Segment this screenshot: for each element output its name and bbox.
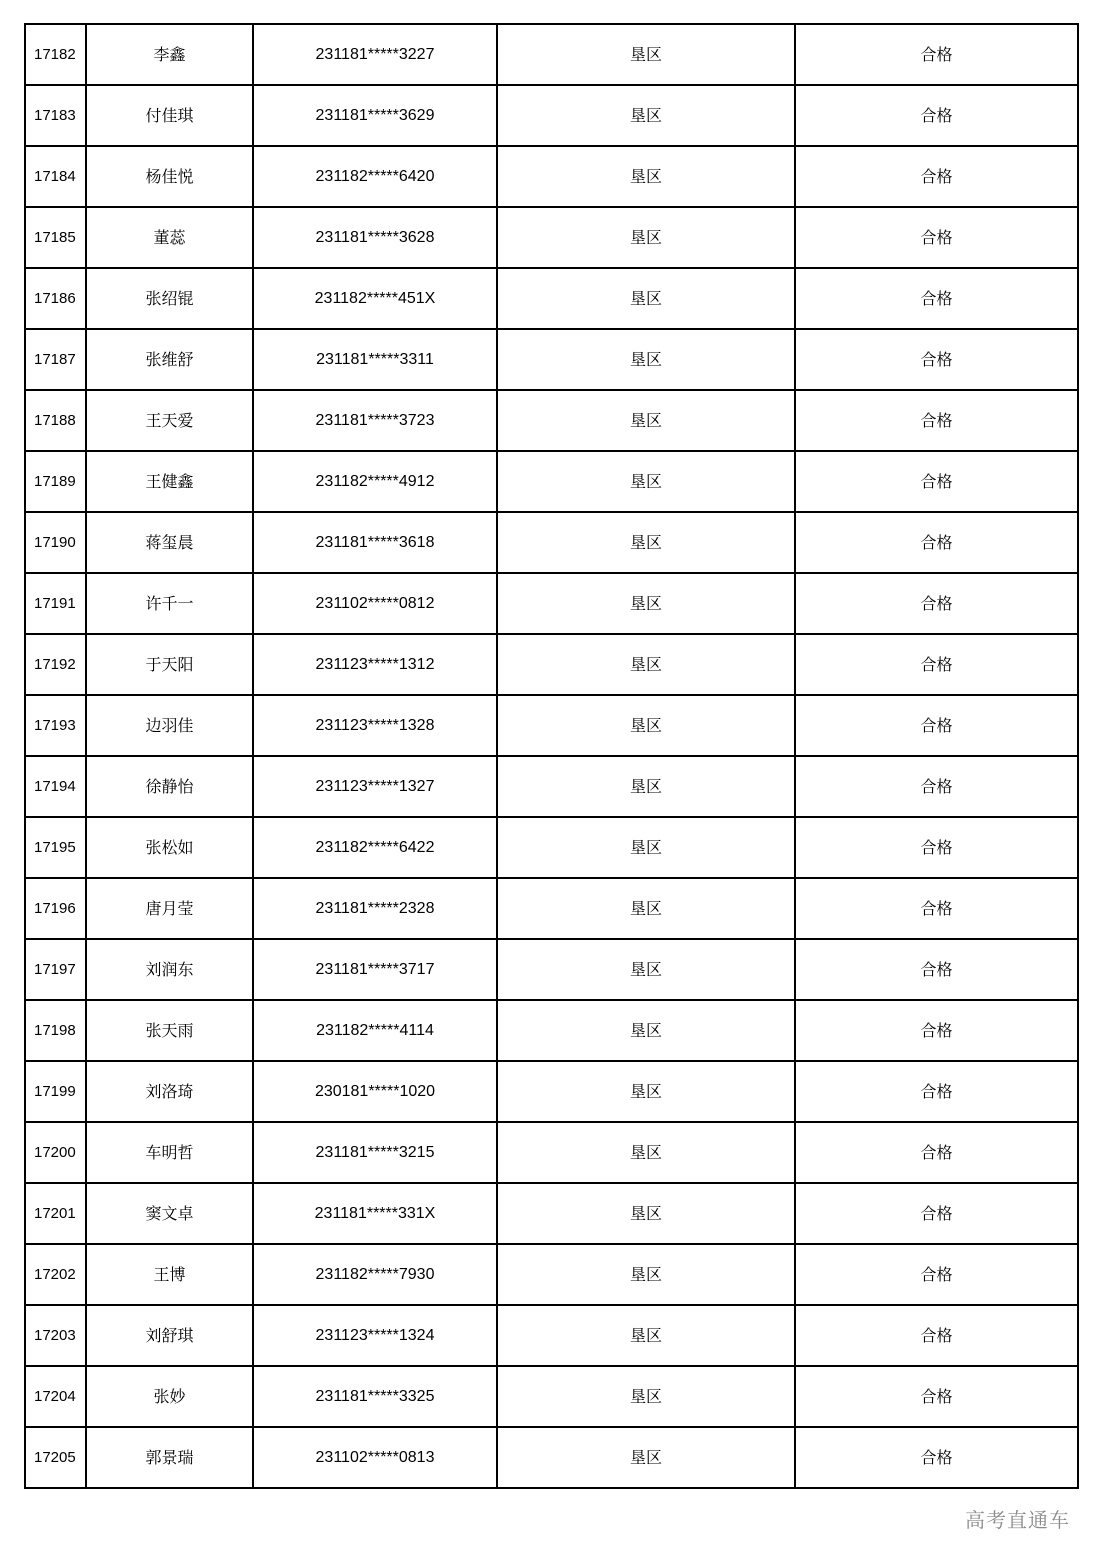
table-row: [25, 695, 1078, 756]
cell-id-number: 231123*****1327: [253, 756, 497, 817]
cell-name: 窦文卓: [86, 1183, 253, 1244]
cell-area: 垦区: [497, 24, 795, 85]
table-row: [25, 1244, 1078, 1305]
cell-area: 垦区: [497, 512, 795, 573]
cell-name: 张天雨: [86, 1000, 253, 1061]
cell-result: 合格: [795, 1122, 1078, 1183]
table-row: [25, 1061, 1078, 1122]
cell-name: 王天爱: [86, 390, 253, 451]
cell-result: 合格: [795, 817, 1078, 878]
cell-name: 唐月莹: [86, 878, 253, 939]
cell-name: 于天阳: [86, 634, 253, 695]
cell-area: 垦区: [497, 1183, 795, 1244]
cell-area: 垦区: [497, 756, 795, 817]
cell-id-number: 231181*****331X: [253, 1183, 497, 1244]
table-row: [25, 451, 1078, 512]
results-table: [24, 23, 1079, 1489]
cell-number: 17189: [25, 451, 86, 512]
cell-number: 17205: [25, 1427, 86, 1488]
cell-id-number: 231182*****7930: [253, 1244, 497, 1305]
cell-area: 垦区: [497, 695, 795, 756]
cell-area: 垦区: [497, 268, 795, 329]
cell-result: 合格: [795, 1427, 1078, 1488]
table-row: [25, 878, 1078, 939]
cell-number: 17194: [25, 756, 86, 817]
cell-result: 合格: [795, 1183, 1078, 1244]
table-row: [25, 207, 1078, 268]
table-row: [25, 1366, 1078, 1427]
cell-result: 合格: [795, 451, 1078, 512]
cell-id-number: 231181*****3717: [253, 939, 497, 1000]
cell-result: 合格: [795, 390, 1078, 451]
cell-name: 许千一: [86, 573, 253, 634]
cell-area: 垦区: [497, 1244, 795, 1305]
cell-number: 17186: [25, 268, 86, 329]
cell-name: 董蕊: [86, 207, 253, 268]
cell-area: 垦区: [497, 329, 795, 390]
cell-number: 17187: [25, 329, 86, 390]
cell-id-number: 231102*****0812: [253, 573, 497, 634]
cell-result: 合格: [795, 1061, 1078, 1122]
cell-name: 付佳琪: [86, 85, 253, 146]
table-row: [25, 329, 1078, 390]
cell-number: 17195: [25, 817, 86, 878]
cell-result: 合格: [795, 756, 1078, 817]
cell-number: 17200: [25, 1122, 86, 1183]
cell-name: 刘舒琪: [86, 1305, 253, 1366]
cell-name: 张松如: [86, 817, 253, 878]
cell-name: 刘润东: [86, 939, 253, 1000]
cell-area: 垦区: [497, 207, 795, 268]
cell-result: 合格: [795, 1305, 1078, 1366]
cell-area: 垦区: [497, 85, 795, 146]
cell-number: 17183: [25, 85, 86, 146]
cell-number: 17191: [25, 573, 86, 634]
table-row: [25, 756, 1078, 817]
cell-id-number: 231181*****3227: [253, 24, 497, 85]
cell-result: 合格: [795, 573, 1078, 634]
cell-number: 17185: [25, 207, 86, 268]
cell-id-number: 231182*****6422: [253, 817, 497, 878]
cell-number: 17196: [25, 878, 86, 939]
cell-area: 垦区: [497, 573, 795, 634]
cell-result: 合格: [795, 329, 1078, 390]
cell-number: 17204: [25, 1366, 86, 1427]
cell-id-number: 231181*****3618: [253, 512, 497, 573]
table-row: [25, 817, 1078, 878]
cell-result: 合格: [795, 512, 1078, 573]
cell-name: 张维舒: [86, 329, 253, 390]
table-row: [25, 1183, 1078, 1244]
cell-area: 垦区: [497, 390, 795, 451]
cell-id-number: 230181*****1020: [253, 1061, 497, 1122]
cell-number: 17198: [25, 1000, 86, 1061]
cell-result: 合格: [795, 1366, 1078, 1427]
cell-name: 郭景瑞: [86, 1427, 253, 1488]
table-row: [25, 390, 1078, 451]
cell-id-number: 231182*****451X: [253, 268, 497, 329]
cell-area: 垦区: [497, 451, 795, 512]
cell-result: 合格: [795, 268, 1078, 329]
cell-name: 车明哲: [86, 1122, 253, 1183]
cell-number: 17182: [25, 24, 86, 85]
cell-number: 17203: [25, 1305, 86, 1366]
table-row: [25, 573, 1078, 634]
cell-area: 垦区: [497, 634, 795, 695]
cell-name: 杨佳悦: [86, 146, 253, 207]
cell-number: 17201: [25, 1183, 86, 1244]
table-body: [25, 24, 1078, 1488]
cell-id-number: 231102*****0813: [253, 1427, 497, 1488]
cell-id-number: 231181*****3215: [253, 1122, 497, 1183]
cell-result: 合格: [795, 1244, 1078, 1305]
cell-result: 合格: [795, 24, 1078, 85]
cell-name: 边羽佳: [86, 695, 253, 756]
cell-area: 垦区: [497, 1366, 795, 1427]
cell-result: 合格: [795, 939, 1078, 1000]
cell-area: 垦区: [497, 817, 795, 878]
table-row: [25, 1427, 1078, 1488]
table-row: [25, 512, 1078, 573]
table-row: [25, 24, 1078, 85]
cell-area: 垦区: [497, 1000, 795, 1061]
cell-number: 17199: [25, 1061, 86, 1122]
cell-id-number: 231182*****4114: [253, 1000, 497, 1061]
cell-number: 17184: [25, 146, 86, 207]
cell-id-number: 231181*****3311: [253, 329, 497, 390]
cell-area: 垦区: [497, 1427, 795, 1488]
cell-id-number: 231123*****1324: [253, 1305, 497, 1366]
cell-number: 17188: [25, 390, 86, 451]
cell-id-number: 231182*****4912: [253, 451, 497, 512]
table-row: [25, 634, 1078, 695]
cell-name: 刘洛琦: [86, 1061, 253, 1122]
cell-name: 王博: [86, 1244, 253, 1305]
table-row: [25, 939, 1078, 1000]
cell-name: 王健鑫: [86, 451, 253, 512]
table-row: [25, 1305, 1078, 1366]
cell-area: 垦区: [497, 1122, 795, 1183]
cell-id-number: 231181*****2328: [253, 878, 497, 939]
table-row: [25, 146, 1078, 207]
cell-number: 17192: [25, 634, 86, 695]
cell-name: 张妙: [86, 1366, 253, 1427]
cell-area: 垦区: [497, 878, 795, 939]
cell-id-number: 231181*****3628: [253, 207, 497, 268]
cell-id-number: 231123*****1328: [253, 695, 497, 756]
table-row: [25, 1122, 1078, 1183]
cell-name: 蒋玺晨: [86, 512, 253, 573]
cell-result: 合格: [795, 634, 1078, 695]
cell-result: 合格: [795, 1000, 1078, 1061]
watermark-logo-text: 高考直通车: [963, 1504, 1072, 1533]
cell-name: 徐静怡: [86, 756, 253, 817]
cell-name: 李鑫: [86, 24, 253, 85]
cell-number: 17202: [25, 1244, 86, 1305]
cell-id-number: 231181*****3325: [253, 1366, 497, 1427]
cell-number: 17193: [25, 695, 86, 756]
cell-area: 垦区: [497, 1061, 795, 1122]
cell-id-number: 231181*****3629: [253, 85, 497, 146]
cell-number: 17190: [25, 512, 86, 573]
table-row: [25, 1000, 1078, 1061]
cell-result: 合格: [795, 878, 1078, 939]
cell-result: 合格: [795, 146, 1078, 207]
cell-area: 垦区: [497, 1305, 795, 1366]
cell-number: 17197: [25, 939, 86, 1000]
cell-name: 张绍锟: [86, 268, 253, 329]
table-row: [25, 85, 1078, 146]
cell-id-number: 231123*****1312: [253, 634, 497, 695]
cell-result: 合格: [795, 695, 1078, 756]
cell-id-number: 231181*****3723: [253, 390, 497, 451]
cell-result: 合格: [795, 207, 1078, 268]
table-row: [25, 268, 1078, 329]
cell-area: 垦区: [497, 146, 795, 207]
cell-id-number: 231182*****6420: [253, 146, 497, 207]
cell-area: 垦区: [497, 939, 795, 1000]
cell-result: 合格: [795, 85, 1078, 146]
